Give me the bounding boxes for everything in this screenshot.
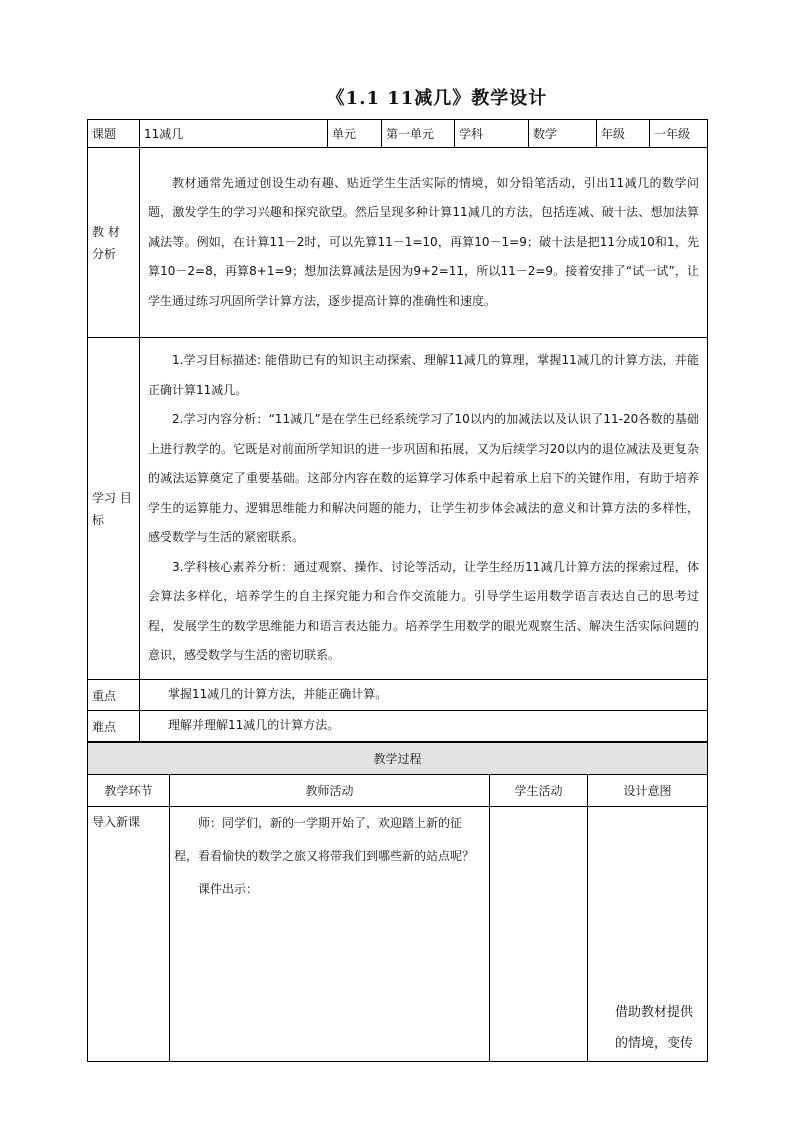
topic-value: 11减几 [140, 120, 328, 148]
column-teacher: 教师活动 [170, 775, 490, 807]
process-table [87, 742, 708, 1062]
topic-label: 课题 [88, 120, 140, 148]
column-student: 学生活动 [490, 775, 588, 807]
student-activity-cell [490, 807, 588, 1062]
material-text: 教材通常先通过创设生动有趣、贴近学生生活实际的情境，如分铅笔活动，引出11减几的数学问题，激发学生的学习兴趣和探究欲望。然后呈现多种计算11减几的方法，包括连减、破十法、想加法算减法等。例如，在计算11－2时，可以先算11－1=10，再算10－1=9；破十法是把11分成10和1，先算10－2=8，再算8+1=9；想加法算减法是因为9+2=11，所以11－2=9。接着安排了“试一试”，让学生通过练习巩固所学计算方法，逐步提高计算的准确性和速度。 [148, 175, 699, 308]
goals-label: 学习 目标 [88, 338, 140, 680]
teacher-line-2: 课件出示： [198, 882, 259, 896]
teacher-activity-cell [170, 807, 490, 1062]
process-header: 教学过程 [88, 743, 708, 775]
column-stage: 教学环节 [88, 775, 170, 807]
goals-row [88, 338, 708, 680]
info-row [88, 120, 708, 148]
key-point-row [88, 680, 708, 711]
info-table [87, 119, 708, 742]
subject-label: 学科 [455, 120, 529, 148]
process-row [88, 807, 708, 1062]
difficulty-row [88, 711, 708, 742]
difficulty-text: 理解并理解11减几的计算方法。 [140, 711, 708, 742]
teacher-line-1: 师：同学们，新的一学期开始了，欢迎踏上新的征程，看看愉快的数学之旅又将带我们到哪些新的站点呢？ [174, 816, 475, 863]
grade-label: 年级 [597, 120, 650, 148]
stage-cell: 导入新课 [88, 807, 170, 1062]
design-intent-text: 借助教材提供的情境，变传 [615, 1005, 694, 1051]
process-columns-row [88, 775, 708, 807]
grade-value: 一年级 [650, 120, 708, 148]
unit-value: 第一单元 [382, 120, 455, 148]
key-point-text: 掌握11减几的计算方法，并能正确计算。 [140, 680, 708, 711]
unit-label: 单元 [328, 120, 382, 148]
material-row [88, 148, 708, 338]
process-header-row [88, 743, 708, 775]
goal-item-1: 1.学习目标描述: 能借助已有的知识主动探索、理解11减几的算理，掌握11减几的计算方法，并能正确计算11减几。 [148, 353, 699, 397]
material-label: 教 材 分析 [88, 148, 140, 338]
subject-value: 数学 [529, 120, 597, 148]
goal-item-2: 2.学习内容分析：“11减几”是在学生已经系统学习了10以内的加减法以及认识了11-20各数的基础上进行教学的。它既是对前面所学知识的进一步巩固和拓展，又为后续学习20以内的退位减法及更复杂的减法运算奠定了重要基础。这部分内容在数的运算学习体系中起着承上启下的关键作用，有助于培养学生的运算能力、逻辑思维能力和解决问题的能力，让学生初步体会减法的意义和计算方法的多样性，感受数学与生活的紧密联系。 [148, 412, 699, 545]
goal-item-3: 3.学科核心素养分析：通过观察、操作、讨论等活动，让学生经历11减几计算方法的探索过程，体会算法多样化，培养学生的自主探究能力和合作交流能力。引导学生运用数学语言表达自己的思考过程，发展学生的数学思维能力和语言表达能力。培养学生用数学的眼光观察生活、解决生活实际问题的意识，感受数学与生活的密切联系。 [148, 559, 699, 663]
difficulty-label: 难点 [88, 711, 140, 742]
design-intent-cell [588, 807, 708, 1062]
page-title: 《1.1 11减几》教学设计 [326, 88, 548, 109]
column-design: 设计意图 [588, 775, 708, 807]
key-point-label: 重点 [88, 680, 140, 711]
